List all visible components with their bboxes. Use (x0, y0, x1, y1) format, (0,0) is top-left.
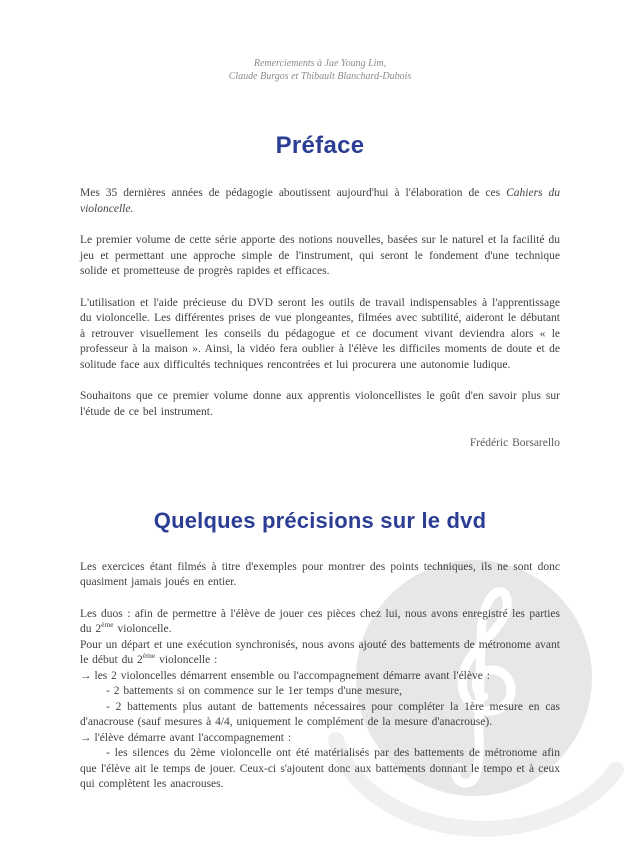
author-signature: Frédéric Borsarello (469, 437, 560, 449)
dedication-line2: Claude Burgos et Thibault Blanchard-Dubois (228, 71, 412, 82)
bullet-2-item-1: - les silences du 2ème violoncelle ont été matérialisés par des battements de métronome afin que l'élève ait le temps de jouer. Ceux-ci s'ajoutent donc aux battements donnant le tempo et à ceux qui complètent les anacrouses. (80, 747, 560, 790)
dedication (80, 0, 560, 83)
dvd-section-title: Quelques précisions sur le dvd (153, 507, 487, 533)
bullet-2-heading (80, 731, 560, 747)
depart-superscript: ème (142, 651, 156, 661)
bullet-1-heading (80, 669, 560, 685)
preface-p1-book-title: Cahiers du violoncelle. (80, 187, 561, 215)
bullet-1-item-1: - 2 battements si on commence sur le 1er temps d'une mesure, (106, 685, 403, 697)
preface-paragraph-4: Souhaitons que ce premier volume donne aux apprentis violoncellistes le goût d'en savoir plus sur l'étude de ce bel instrument. (80, 390, 560, 418)
bullet-1-item-2: - 2 battements plus autant de battements nécessaires pour compléter la 1ère mesure en cas d'anacrouse (sauf mesures à 4/4, uniquement le complément de la mesure d'anacrouse). (80, 700, 560, 728)
preface-paragraph-3: L'utilisation et l'aide précieuse du DVD seront les outils de travail indispensables à l'apprentissage du violoncelle. Les différentes prises de vue plongeantes, filmées avec subtilité, aideront le débutant à retrouver visuellement les conseils du pédagogue et ce document vivant deviendra alors « le professeur à la maison ». Ainsi, la vidéo fera oublier à l'élève les difficiles moments de doute et de solitude face aux difficultés techniques rencontrées et lui procurera une autonomie ludique. (80, 296, 560, 371)
dvd-paragraph-depart (80, 638, 560, 669)
duos-text: Les duos : afin de permettre à l'élève de jouer ces pièces chez lui, nous avons enregistré les parties du 2 (80, 607, 560, 635)
preface-paragraph-1 (80, 186, 560, 217)
arrow-icon: → (80, 731, 92, 744)
depart-text: Pour un départ et une exécution synchronisés, nous avons ajouté des battements de métronome avant le début du 2 (80, 638, 560, 666)
depart-text-end: violoncelle : (155, 654, 218, 666)
duos-superscript: ème (101, 620, 114, 630)
bullet-2-heading-text: l'élève démarre avant l'accompagnement : (94, 731, 292, 744)
dedication-line1: Remerciements à Jae Young Lim, (253, 58, 387, 69)
dvd-paragraph-duos (80, 607, 560, 638)
preface-title: Préface (275, 132, 365, 159)
preface-p1-text: Mes 35 dernières années de pédagogie aboutissent aujourd'hui à l'élaboration de ces (80, 187, 507, 199)
arrow-icon: → (80, 669, 92, 682)
duos-text-end: violoncelle. (113, 623, 172, 635)
bullet-1-heading-text: les 2 violoncelles démarrent ensemble ou l'accompagnement démarre avant l'élève : (94, 669, 490, 682)
preface-paragraph-2: Le premier volume de cette série apporte des notions nouvelles, basées sur le naturel et la facilité du jeu et permettant une approche simple de l'instrument, qui seront le fondement d'une technique solide et prometteuse de progrès rapides et efficaces. (80, 234, 560, 277)
dvd-paragraph-1: Les exercices étant filmés à titre d'exemples pour montrer des points techniques, ils ne sont donc quasiment jamais joués en entier. (80, 560, 560, 588)
